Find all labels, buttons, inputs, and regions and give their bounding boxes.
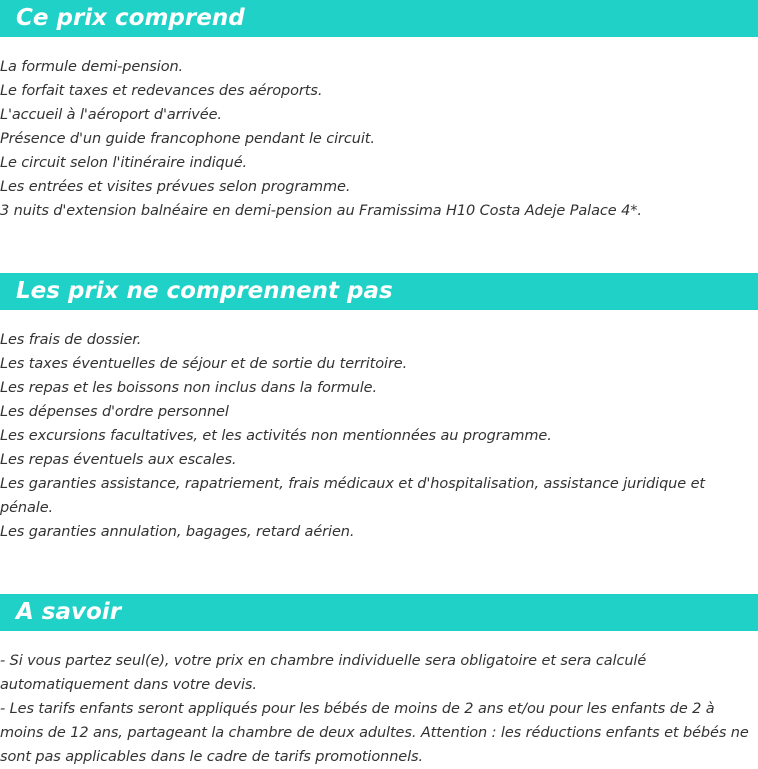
section-title-not-included: Les prix ne comprennent pas xyxy=(16,278,393,304)
list-item: Les repas éventuels aux escales. xyxy=(0,452,237,468)
list-item: Les taxes éventuelles de séjour et de sortie du territoire. xyxy=(0,356,408,372)
list-item: 3 nuits d'extension balnéaire en demi-pension au Framissima H10 Costa Adeje Palace 4*. xyxy=(0,203,642,219)
section-good-to-know xyxy=(0,594,758,769)
list-item: Les frais de dossier. xyxy=(0,332,142,348)
paragraph: - Les tarifs enfants seront appliqués pour les bébés de moins de 2 ans et/ou pour les enfants de 2 à moins de 12 ans, partageant la chambre de deux adultes. Attention : les réductions enfants et bébés ne sont pas applicables dans le cadre de tarifs promotionnels. xyxy=(0,701,749,765)
section-included xyxy=(0,0,758,223)
list-item: Les entrées et visites prévues selon programme. xyxy=(0,179,351,195)
list-item: Les repas et les boissons non inclus dans la formule. xyxy=(0,380,377,396)
section-body-good-to-know xyxy=(0,631,758,769)
paragraph: - Si vous partez seul(e), votre prix en chambre individuelle sera obligatoire et sera calculé automatiquement dans votre devis. xyxy=(0,653,647,693)
section-not-included xyxy=(0,273,758,544)
list-item: Le circuit selon l'itinéraire indiqué. xyxy=(0,155,248,171)
section-header-included xyxy=(0,0,758,37)
section-title-good-to-know: A savoir xyxy=(16,599,122,625)
list-item: Les garanties annulation, bagages, retard aérien. xyxy=(0,524,355,540)
section-body-included xyxy=(0,37,758,223)
list-item: L'accueil à l'aéroport d'arrivée. xyxy=(0,107,222,123)
list-item: Les dépenses d'ordre personnel xyxy=(0,404,229,420)
list-item: Présence d'un guide francophone pendant le circuit. xyxy=(0,131,375,147)
list-item: La formule demi-pension. xyxy=(0,59,184,75)
list-item: Le forfait taxes et redevances des aéroports. xyxy=(0,83,323,99)
list-item: Les garanties assistance, rapatriement, frais médicaux et d'hospitalisation, assistance juridique et pénale. xyxy=(0,476,705,516)
section-header-not-included xyxy=(0,273,758,310)
section-body-not-included xyxy=(0,310,758,544)
section-header-good-to-know xyxy=(0,594,758,631)
section-title-included: Ce prix comprend xyxy=(16,5,245,31)
list-item: Les excursions facultatives, et les activités non mentionnées au programme. xyxy=(0,428,552,444)
